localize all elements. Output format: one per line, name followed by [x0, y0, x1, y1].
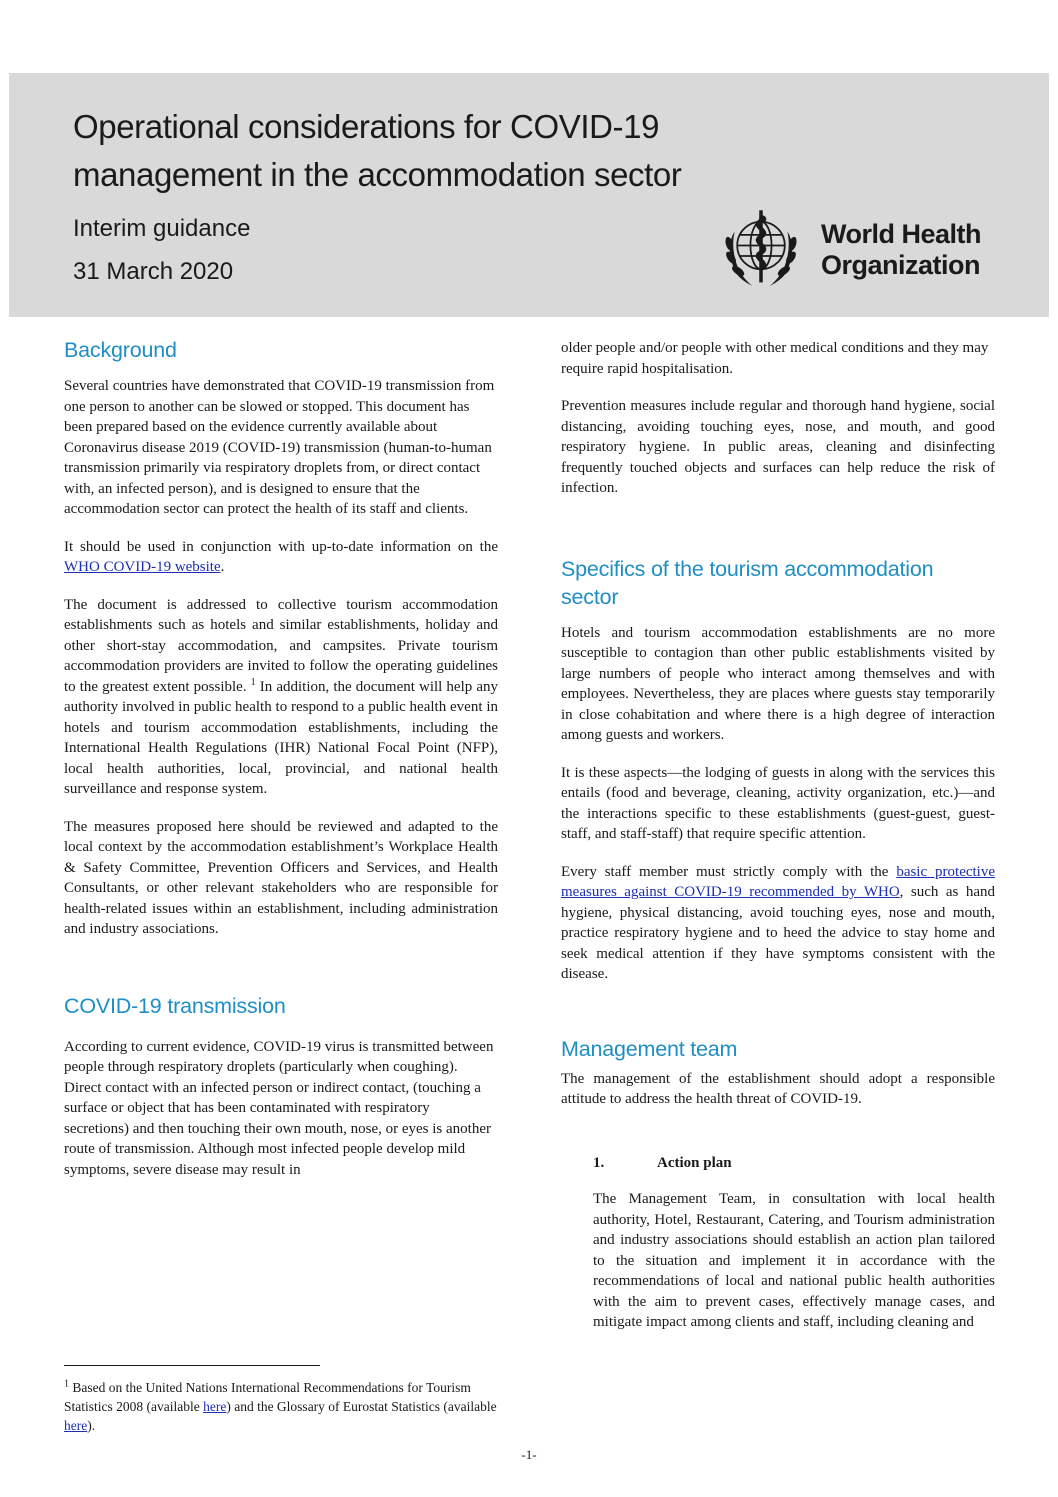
document-title-line-2: management in the accommodation sector [73, 156, 682, 193]
management-heading: Management team [561, 1036, 738, 1061]
specifics-paragraph-1: Hotels and tourism accommodation establishments are no more susceptible to contagion than other public establishments visited by large numbers of people who interact among themselves and with employees. Nevertheless, they are places where guests stay temporarily in close cohabitation and where there is a high degree of interaction among guests and workers. [561, 624, 995, 743]
who-covid19-website-link[interactable]: WHO COVID-19 website [64, 559, 221, 575]
background-paragraph-1: Several countries have demonstrated that COVID-19 transmission from one person to another can be slowed or stopped. This document has been prepared based on the evidence currently available about Coronavirus disease 2019 (COVID-19) transmission (human-to-human transmission primarily via respiratory droplets from, or direct contact with, an infected person), and is designed to ensure that the accommodation sector can protect the health of its staff and clients. [64, 378, 495, 517]
background-paragraph-2 [64, 537, 498, 578]
title-banner [9, 73, 1049, 317]
specifics-paragraph-3 [561, 862, 995, 985]
footnote-reference[interactable]: 1 [250, 676, 256, 688]
background-paragraph-4: The measures proposed here should be reviewed and adapted to the local context by the accommodation establishment’s Workplace Health & Safety Committee, Prevention Officers and Services, and Health Consultants, or other relevant stakeholders who are responsible for health-related issues within an establishment, including administration and industry associations. [64, 818, 498, 937]
who-emblem-icon [717, 205, 805, 293]
footnote-text-start: Based on the United Nations International Recommendations for Tourism Statistics 2008 (available [64, 1380, 471, 1414]
who-wordmark [821, 219, 981, 281]
transmission-paragraph-1: According to current evidence, COVID-19 virus is transmitted between people through respiratory droplets (particularly when coughing). Direct contact with an infected person or indirect contact, (touching a surface or object that has been contaminated with respiratory secretions) and then touching their own mouth, nose, or eyes is another route of transmission. Although most infected people develop mild symptoms, severe disease may result in [64, 1038, 494, 1178]
action-plan-number: 1. [593, 1155, 605, 1171]
transmission-heading: COVID-19 transmission [64, 993, 286, 1018]
footnote-text-middle: ) and the Glossary of Eurostat Statistics (available [226, 1399, 497, 1414]
action-plan-paragraph: The Management Team, in consultation with local health authority, Hotel, Restaurant, Catering, and Tourism administration and industry associations should establish an action plan tailored to the situation and implement it in accordance with the recommendations of local and national public health authorities with the aim to prevent cases, effectively manage cases, and mitigate impact among clients and staff, including cleaning and [593, 1191, 995, 1330]
who-logo [717, 205, 1007, 295]
document-subtitle: Interim guidance [73, 215, 251, 242]
left-column [64, 336, 498, 1180]
footnote-link-1[interactable]: here [203, 1399, 227, 1414]
specifics-paragraph-2: It is these aspects—the lodging of guests in along with the services this entails (food and beverage, cleaning, activity organization, etc.)—and the interactions specific to these establishments (guest-guest, guest-staff, and staff-staff) that require specific attention. [561, 764, 995, 842]
continued-paragraph: older people and/or people with other medical conditions and they may require rapid hospitalisation. [561, 340, 989, 377]
who-wordmark-line-2: Organization [821, 250, 981, 280]
basic-protective-measures-link[interactable]: basic protective measures against COVID-19 recommended by WHO [561, 863, 995, 900]
specifics-paragraph-3-end: , such as hand hygiene, physical distancing, avoid touching eyes, nose and mouth, practice respiratory hygiene and to heed the advice to stay home and seek medical attention if they have symptoms consistent with the disease. [561, 884, 995, 982]
document-title-line-1: Operational considerations for COVID-19 [73, 108, 660, 145]
background-paragraph-3-text: The document is addressed to collective tourism accommodation establishments such as hotels and similar establishments, holiday and other short-stay accommodation, and campsites. Private tourism accommodation providers are invited to follow the operating guidelines to the greatest extent possible. [64, 596, 498, 695]
right-column [561, 338, 995, 1110]
prevention-paragraph: Prevention measures include regular and thorough hand hygiene, social distancing, avoiding touching eyes, nose, and mouth, and good respiratory hygiene. In public areas, cleaning and disinfecting frequently touched objects and surfaces can help reduce the risk of infection. [561, 398, 995, 496]
footnote-marker: 1 [64, 1378, 69, 1390]
document-title [73, 103, 793, 199]
footnote [64, 1378, 504, 1435]
background-paragraph-2-text: It should be used in conjunction with up-to-date information on the [64, 538, 498, 555]
document-date: 31 March 2020 [73, 258, 234, 285]
footnote-text [64, 1378, 504, 1435]
background-paragraph-2-end: . [220, 559, 225, 575]
footnote-text-end: ). [87, 1418, 96, 1433]
background-heading: Background [64, 338, 177, 362]
footnote-link-2[interactable]: here [64, 1418, 88, 1433]
management-paragraph: The management of the establishment should adopt a responsible attitude to address the health threat of COVID-19. [561, 1070, 995, 1107]
specifics-heading: Specifics of the tourism accommodation sector [561, 556, 934, 609]
background-paragraph-3-end: In addition, the document will help any authority involved in public health to respond to a public health event in hotels and tourism accommodation establishments, including the International Health Regulations (IHR) National Focal Point (NFP), local health authorities, local, provincial, and national health surveillance and response system. [64, 678, 499, 797]
action-plan-subheading [593, 1155, 732, 1172]
action-plan-title: Action plan [657, 1155, 732, 1171]
specifics-paragraph-3-text: Every staff member must strictly comply with the [561, 863, 897, 880]
who-wordmark-line-1: World Health [821, 219, 982, 249]
page-number: -1- [521, 1447, 537, 1462]
footnote-separator [64, 1365, 320, 1366]
background-paragraph-3 [64, 595, 498, 800]
